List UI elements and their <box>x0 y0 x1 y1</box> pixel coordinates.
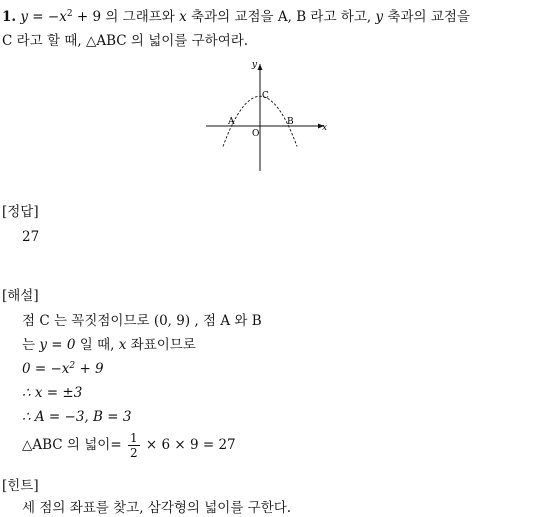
problem-x-var: x <box>179 9 187 25</box>
explanation-l2-b: 일 때, <box>75 337 119 353</box>
x-axis-label: x <box>322 123 328 133</box>
explanation-line-2 <box>22 336 196 354</box>
problem-text-2: 축과의 교점을 A, B 라고 하고, <box>186 9 376 25</box>
explanation-l6-a: △ABC 의 넓이= <box>22 437 126 453</box>
explanation-line-4: ∴ x = ±3 <box>22 385 83 401</box>
fraction-denominator: 2 <box>129 446 138 460</box>
answer-value: 27 <box>22 229 40 245</box>
explanation-line-1: 점 C 는 꼭짓점이므로 (0, 9) , 점 A 와 B <box>22 313 262 329</box>
explanation-line-3 <box>22 360 104 378</box>
explanation-l2-c: 좌표이므로 <box>126 337 196 353</box>
problem-text-1: + 9 의 그래프와 <box>72 9 180 25</box>
hint-text: 세 점의 좌표를 찾고, 삼각형의 넓이를 구한다. <box>22 500 292 516</box>
explanation-line-5: ∴ A = −3, B = 3 <box>22 409 132 425</box>
explanation-l3-a: 0 = −x <box>22 361 70 377</box>
point-c-label: C <box>262 91 269 101</box>
explanation-l6-b: × 6 × 9 = 27 <box>141 437 236 453</box>
explanation-l2-a: 는 <box>22 337 40 353</box>
fraction-one-half <box>128 431 140 460</box>
y-axis-label: y <box>251 60 257 70</box>
problem-line-1 <box>2 8 470 26</box>
explanation-header: [해설] <box>2 288 39 304</box>
problem-text-3: 축과의 교점을 <box>383 9 470 25</box>
explanation-l3-b: + 9 <box>75 361 104 377</box>
origin-label: O <box>252 129 260 139</box>
fraction-numerator: 1 <box>129 431 138 445</box>
problem-exponent: 2 <box>66 9 73 19</box>
answer-header: [정답] <box>2 204 39 220</box>
explanation-line-6 <box>22 428 236 462</box>
problem-number: 1. <box>2 9 17 25</box>
point-a-label: A <box>228 117 235 127</box>
problem-equation: y = −x <box>20 9 67 25</box>
explanation-l2-x: x <box>118 337 127 353</box>
explanation-l2-math: y = 0 <box>39 337 76 353</box>
point-b-label: B <box>287 117 294 127</box>
explanation-l3-exp: 2 <box>69 361 76 371</box>
problem-line-2: C 라고 할 때, △ABC 의 넓이를 구하여라. <box>2 33 249 49</box>
problem-y-var: y <box>375 9 384 25</box>
y-axis-arrow-icon <box>258 64 263 70</box>
parabola-graph <box>196 58 336 178</box>
hint-header: [힌트] <box>2 478 39 494</box>
